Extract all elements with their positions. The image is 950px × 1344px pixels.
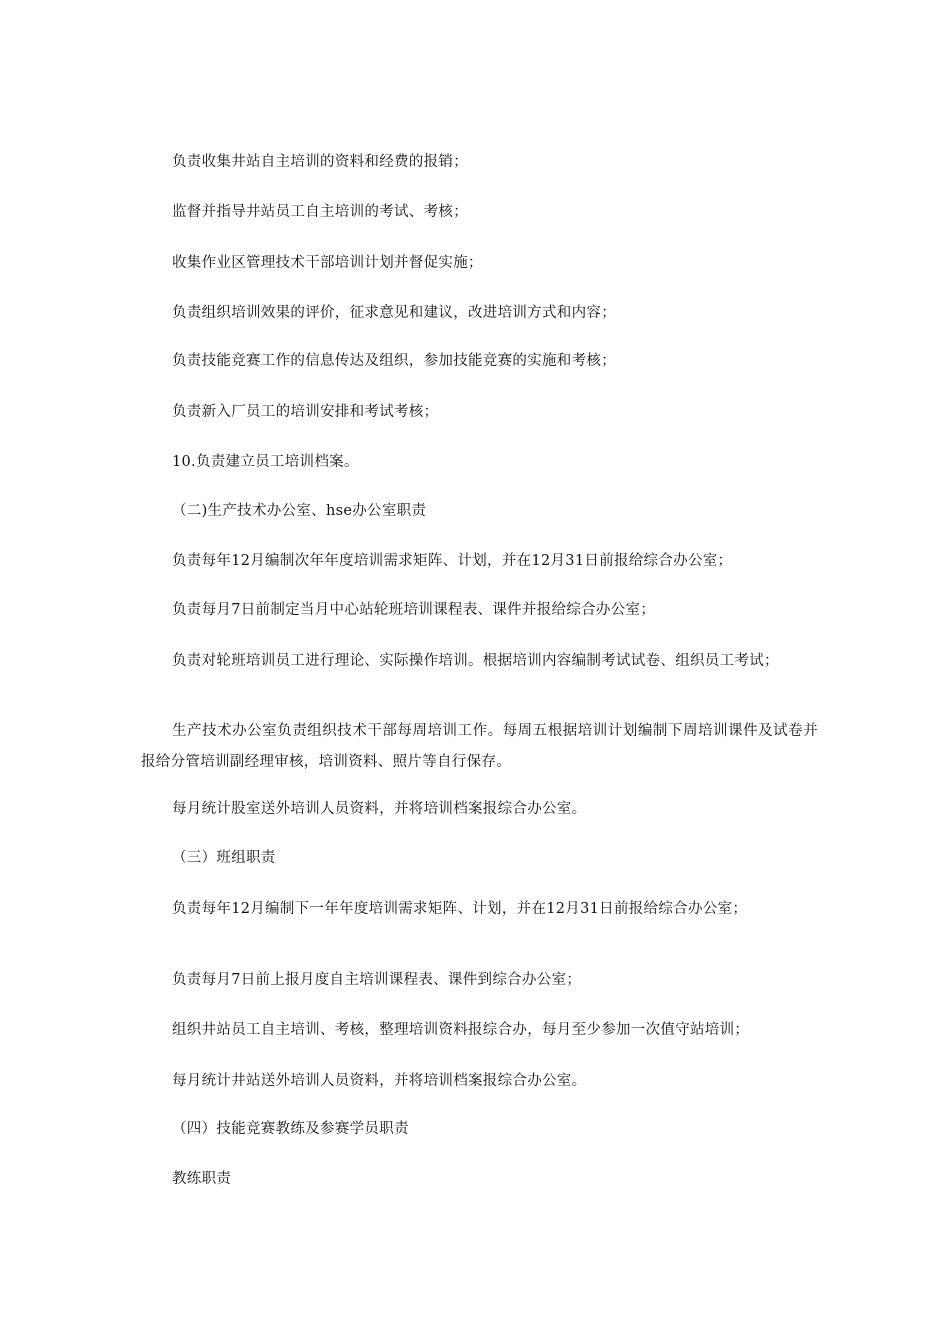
section-heading-2: （二)生产技术办公室、hse办公室职责 <box>172 503 427 519</box>
section-heading-4: （四）技能竞赛教练及参赛学员职责 <box>172 1121 409 1137</box>
paragraph-16: 每月统计井站送外培训人员资料，并将培训档案报综合办公室。 <box>172 1073 587 1089</box>
paragraph-3: 收集作业区管理技术干部培训计划并督促实施； <box>172 255 483 271</box>
paragraph-2: 监督并指导井站员工自主培训的考试、考核； <box>172 204 468 220</box>
paragraph-17: 教练职责 <box>172 1171 232 1187</box>
paragraph-8: 负责每年12月编制次年年度培训需求矩阵、计划，并在12月31日前报给综合办公室； <box>172 553 733 569</box>
paragraph-5: 负责技能竞赛工作的信息传达及组织，参加技能竞赛的实施和考核； <box>172 353 616 369</box>
paragraph-11: 生产技术办公室负责组织技术干部每周培训工作。每周五根据培训计划编制下周培训课件及试卷并报给分管培训副经理审核，培训资料、照片等自行保存。 <box>141 723 818 770</box>
paragraph-4: 负责组织培训效果的评价，征求意见和建议，改进培训方式和内容； <box>172 305 616 321</box>
paragraph-14: 负责每月7日前上报月度自主培训课程表、课件到综合办公室； <box>172 972 582 988</box>
section-heading-3: （三）班组职责 <box>172 850 276 866</box>
paragraph-13: 负责每年12月编制下一年年度培训需求矩阵、计划，并在12月31日前报给综合办公室； <box>172 901 748 917</box>
paragraph-12: 每月统计股室送外培训人员资料，并将培训档案报综合办公室。 <box>172 801 587 817</box>
paragraph-1: 负责收集井站自主培训的资料和经费的报销； <box>172 154 468 170</box>
paragraph-15: 组织井站员工自主培训、考核，整理培训资料报综合办，每月至少参加一次值守站培训； <box>172 1022 750 1038</box>
paragraph-9: 负责每月7日前制定当月中心站轮班培训课程表、课件并报给综合办公室； <box>172 602 656 618</box>
paragraph-7: 10.负责建立员工培训档案。 <box>172 454 359 470</box>
paragraph-6: 负责新入厂员工的培训安排和考试考核； <box>172 404 439 420</box>
paragraph-10: 负责对轮班培训员工进行理论、实际操作培训。根据培训内容编制考试试卷、组织员工考试； <box>172 653 779 669</box>
